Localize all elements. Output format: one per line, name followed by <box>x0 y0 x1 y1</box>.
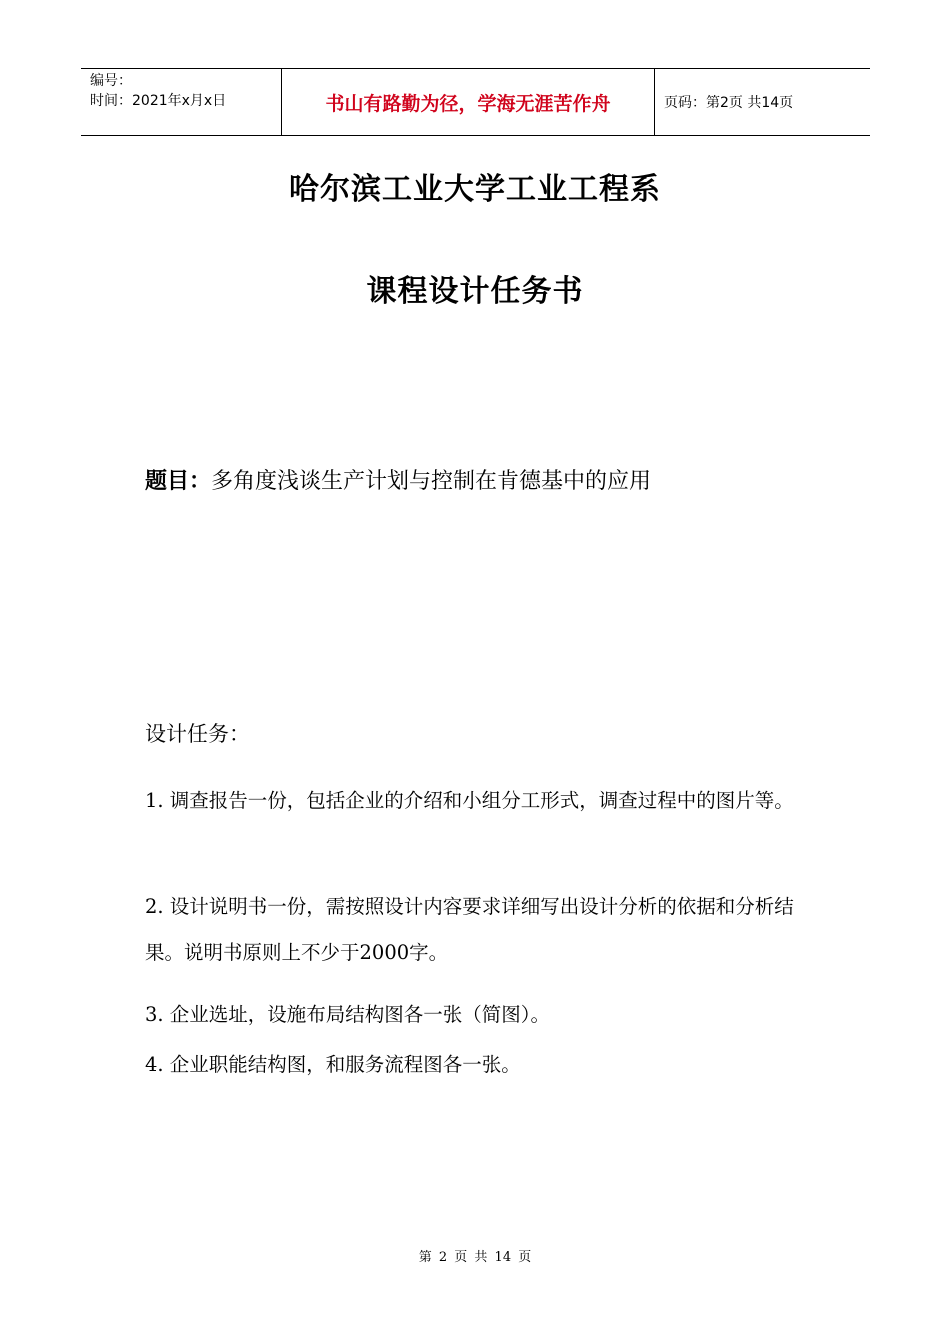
task-item-1: 1. 调查报告一份，包括企业的介绍和小组分工形式，调查过程中的图片等。 <box>145 789 794 812</box>
topic-text: 多角度浅谈生产计划与控制在肯德基中的应用 <box>211 469 652 494</box>
header-motto-cell <box>281 69 655 135</box>
header-page-info: 页码：第2页 共14页 <box>664 95 794 111</box>
topic-line <box>145 466 651 498</box>
page-footer: 第 2 页 共 14 页 <box>418 1250 532 1265</box>
header-page-cell <box>655 69 870 135</box>
task-heading: 设计任务： <box>145 722 250 746</box>
header-meta-cell <box>81 69 281 135</box>
document-time-label: 时间：2021年x月x日 <box>90 93 227 109</box>
page-header-table <box>81 68 870 136</box>
task-item-2: 2. 设计说明书一份，需按照设计内容要求详细写出设计分析的依据和分析结果。说明书原则上不少于2000字。 <box>145 895 794 964</box>
document-subtitle: 课程设计任务书 <box>366 274 584 309</box>
task-item-4: 4. 企业职能结构图，和服务流程图各一张。 <box>145 1053 521 1076</box>
document-number-label: 编号： <box>90 73 132 89</box>
header-motto: 书山有路勤为径，学海无涯苦作舟 <box>325 92 611 115</box>
document-title: 哈尔滨工业大学工业工程系 <box>289 172 661 207</box>
task-item-3: 3. 企业选址，设施布局结构图各一张（简图）。 <box>145 1003 551 1026</box>
topic-label: 题目： <box>145 469 212 494</box>
